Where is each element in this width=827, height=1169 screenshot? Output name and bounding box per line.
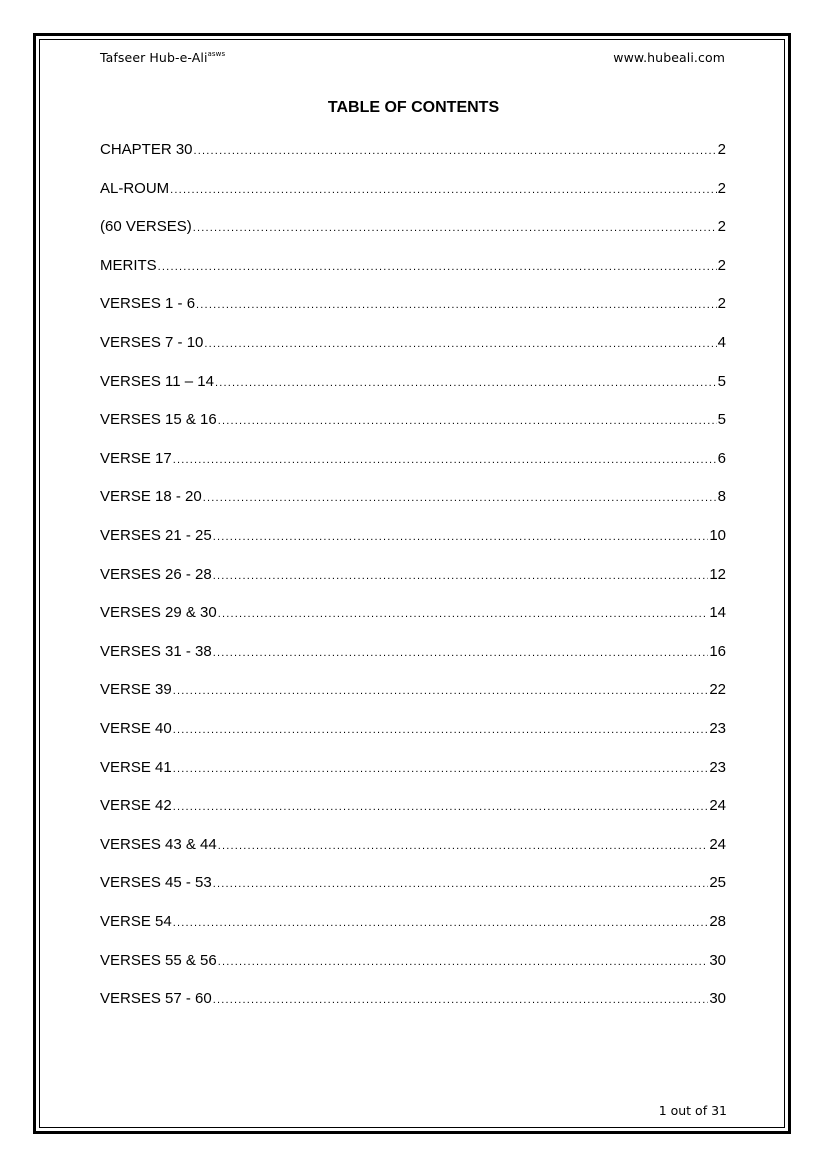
toc-entry-leader [218,604,709,624]
toc-entry[interactable] [100,372,726,392]
toc-entry-label: VERSE 42 [100,797,172,815]
toc-entry-leader [204,334,716,354]
toc-entry-label: VERSES 57 - 60 [100,990,212,1008]
toc-entry-label: VERSE 39 [100,681,172,699]
toc-entry-page: 23 [709,758,726,776]
toc-entry-page: 5 [717,372,726,390]
toc-entry-leader [158,257,717,277]
toc-entry-page: 2 [717,179,726,197]
page-number: 1 out of 31 [658,1103,727,1118]
toc-entry-leader [193,218,717,238]
toc-entry-label: VERSES 29 & 30 [100,604,217,622]
toc-entry-label: VERSE 40 [100,720,172,737]
toc-entry-page: 5 [717,411,726,429]
toc-entry-label: VERSES 26 - 28 [100,565,212,583]
toc-entry-leader [218,952,709,972]
toc-entry[interactable] [100,989,726,1009]
toc-entry-label: VERSE 18 - 20 [100,488,202,506]
toc-entry[interactable] [100,256,726,276]
toc-entry-leader [173,720,709,740]
header-title [100,50,225,65]
toc-entry-page: 25 [709,874,726,892]
toc-entry-page: 30 [709,951,726,969]
toc-entry-label: VERSES 15 & 16 [100,411,217,429]
toc-entry-label: (60 VERSES) [100,218,192,236]
toc-title: TABLE OF CONTENTS [327,99,500,116]
toc-entry[interactable] [100,526,726,546]
toc-entry-page: 2 [717,295,726,313]
toc-entry-page: 23 [709,720,726,737]
toc-entry-label: VERSES 1 - 6 [100,295,196,313]
toc-entry[interactable] [100,680,726,700]
toc-entry[interactable] [100,487,726,507]
toc-entry-page: 4 [717,334,726,351]
toc-entry[interactable] [100,912,726,932]
toc-entry[interactable] [100,333,726,353]
toc-entry[interactable] [100,603,726,623]
toc-entry[interactable] [100,179,726,199]
toc-entry[interactable] [100,140,726,160]
toc-entry-leader [196,295,717,315]
toc-entry-leader [203,488,717,508]
toc-entry-label: VERSES 45 - 53 [100,874,212,892]
toc-entry-leader [194,141,717,161]
header-title-superscript: asws [207,49,226,58]
toc-entry-page: 14 [709,604,726,622]
toc-entry-label: VERSE 41 [100,758,172,776]
toc-entry-page: 10 [709,527,726,544]
toc-entry-page: 24 [709,797,726,815]
toc-entry-label: VERSES 43 & 44 [100,835,217,853]
header-title-text: Tafseer Hub-e-Ali [100,50,208,65]
toc-entry-page: 2 [717,218,726,236]
toc-entry-label: VERSES 11 – 14 [100,372,214,390]
toc-entry-leader [173,450,717,470]
toc-entry-page: 8 [717,488,726,506]
toc-entry-leader [218,411,717,431]
toc-entry-page: 24 [709,835,726,853]
toc-entry-label: VERSES 31 - 38 [100,642,212,660]
toc-entry-page: 2 [717,256,726,274]
toc-entry-leader [213,566,709,586]
toc-entry[interactable] [100,835,726,855]
toc-entry[interactable] [100,449,726,469]
toc-entry[interactable] [100,565,726,585]
toc-entry[interactable] [100,758,726,778]
toc-entry-label: VERSE 17 [100,449,172,467]
toc-entry-leader [213,874,709,894]
toc-entry[interactable] [100,873,726,893]
toc-entry-leader [213,527,709,547]
toc-entry[interactable] [100,719,726,739]
toc-entry-label: VERSES 21 - 25 [100,527,212,544]
toc-entry-page: 28 [709,913,726,930]
toc-entry-leader [173,681,709,701]
toc-entry-leader [215,373,717,393]
toc-entry-label: VERSE 54 [100,913,172,930]
toc-entry-page: 30 [709,990,726,1008]
toc-entry[interactable] [100,642,726,662]
toc-entry-label: CHAPTER 30 [100,141,193,158]
toc-entry-leader [170,180,716,200]
toc-entry[interactable] [100,410,726,430]
toc-entry[interactable] [100,951,726,971]
toc-entry-leader [213,643,709,663]
toc-entry-page: 2 [717,141,726,158]
toc-entry-page: 12 [709,565,726,583]
toc-entry-label: MERITS [100,256,157,274]
toc-entry-label: VERSES 55 & 56 [100,951,217,969]
toc-entry-label: AL-ROUM [100,179,170,197]
toc-entry-leader [218,836,709,856]
toc-entry[interactable] [100,796,726,816]
toc-entry[interactable] [100,294,726,314]
toc-entry[interactable] [100,217,726,237]
toc-entry-page: 16 [709,642,726,660]
toc-entry-label: VERSES 7 - 10 [100,334,204,351]
toc-entry-leader [173,913,709,933]
header-website: www.hubeali.com [613,50,725,65]
toc-entry-leader [173,797,709,817]
toc-entry-leader [213,990,709,1010]
toc-entry-page: 6 [717,449,726,467]
toc-entry-page: 22 [709,681,726,699]
toc-entry-leader [173,759,709,779]
